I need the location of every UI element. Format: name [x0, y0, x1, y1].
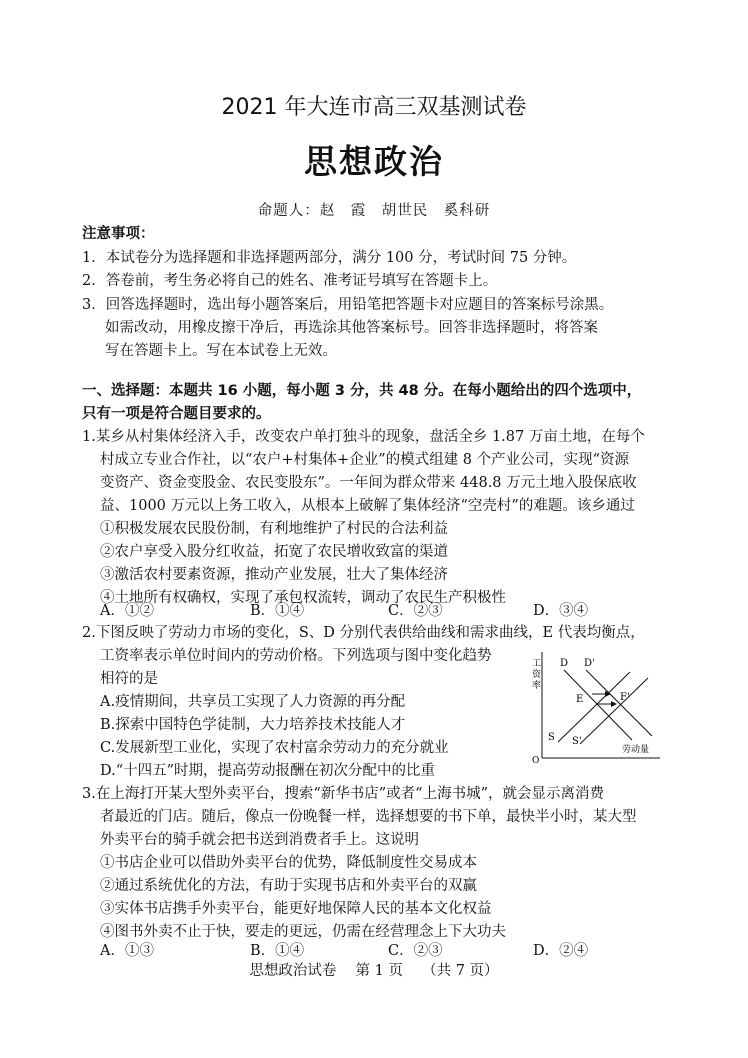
q1-statement: ③激活农村要素资源，推动产业发展，壮大了集体经济	[100, 567, 448, 583]
q3-stem: 3.在上海打开某大型外卖平台，搜索“新华书店”或者“上海书城”，就会显示离消费	[82, 786, 604, 802]
label-f-prime: F'	[620, 692, 630, 703]
x-axis-label: 劳动量	[622, 745, 650, 755]
subject-title: 思想政治	[304, 142, 444, 181]
q3-stem: 者最近的门店。随后，像点一份晚餐一样，选择想要的书下单，最快半小时，某大型	[100, 809, 637, 825]
y-axis-label-1: 工	[532, 659, 542, 669]
label-e: E	[576, 694, 584, 705]
q1-option-a: A．①②	[100, 603, 154, 619]
notice-item: 如需改动，用橡皮擦干净后，再选涂其他答案标号。回答非选择题时，将答案	[105, 320, 598, 336]
q1-option-d: D．③④	[533, 603, 589, 619]
q3-stem: 外卖平台的骑手就会把书送到消费者手上。这说明	[100, 832, 419, 848]
q2-stem: 工资率表示单位时间内的劳动价格。下列选项与图中变化趋势	[100, 648, 492, 664]
notice-item: 2．答卷前，考生务必将自己的姓名、准考证号填写在答题卡上。	[82, 273, 498, 289]
label-d-prime: D'	[584, 658, 595, 669]
q3-statement: ①书店企业可以借助外卖平台的优势，降低制度性交易成本	[100, 855, 477, 871]
y-axis-label-3: 率	[532, 681, 542, 691]
q3-statement: ③实体书店携手外卖平台，能更好地保障人民的基本文化权益	[100, 901, 492, 917]
exam-title: 2021 年大连市高三双基测试卷	[221, 95, 527, 120]
notice-item: 1．本试卷分为选择题和非选择题两部分，满分 100 分，考试时间 75 分钟。	[82, 250, 577, 266]
q2-option-d: D.“十四五”时期，提高劳动报酬在初次分配中的比重	[100, 763, 436, 779]
q2-option-b: B.探索中国特色学徒制，大力培养技术技能人才	[100, 717, 406, 733]
q1-statement: ①积极发展农民股份制，有利地维护了村民的合法利益	[100, 521, 448, 537]
q1-stem: 变资产、资金变股金、农民变股东”。一年间为群众带来 448.8 万元土地入股保底收	[100, 475, 637, 491]
q2-option-c: C.发展新型工业化，实现了农村富余劳动力的充分就业	[100, 740, 449, 756]
notice-item: 写在答题卡上。写在本试卷上无效。	[105, 343, 337, 359]
label-s-prime: S'	[572, 736, 582, 747]
q3-option-d: D．②④	[533, 943, 589, 959]
notice-item: 3．回答选择题时，选出每小题答案后，用铅笔把答题卡对应题目的答案标号涂黑。	[82, 297, 614, 313]
q1-statement: ④土地所有权确权，实现了承包权流转，调动了农民生产积极性	[100, 590, 506, 606]
q2-stem: 2.下图反映了劳动力市场的变化，S、D 分别代表供给曲线和需求曲线，E 代表均衡点，	[82, 625, 645, 641]
q1-option-c: C．②③	[388, 603, 443, 619]
q3-statement: ④图书外卖不止于快，要走的更远，仍需在经营理念上下大功夫	[100, 924, 506, 940]
q3-statement: ②通过系统优化的方法，有助于实现书店和外卖平台的双赢	[100, 878, 477, 894]
labor-market-figure	[520, 648, 665, 766]
q1-stem: 益、1000 万元以上务工收入，从根本上破解了集体经济“空壳村”的难题。该乡通过	[100, 498, 635, 514]
q3-option-a: A．①③	[100, 943, 154, 959]
section-heading: 一、选择题：本题共 16 小题，每小题 3 分，共 48 分。在每小题给出的四个选项中，	[82, 383, 642, 399]
origin-label: O	[532, 756, 540, 766]
q1-option-b: B．①④	[250, 603, 305, 619]
q1-stem: 1.某乡从村集体经济入手，改变农户单打独斗的现象，盘活全乡 1.87 万亩土地，在每个	[82, 429, 645, 445]
y-axis-label-2: 资	[532, 670, 542, 680]
notice-heading: 注意事项：	[82, 226, 155, 242]
q2-stem: 相符的是	[100, 671, 158, 687]
q1-statement: ②农户享受入股分红收益，拓宽了农民增收致富的渠道	[100, 544, 448, 560]
supply-curve-s	[558, 672, 630, 742]
q2-option-a: A.疫情期间，共享员工实现了人力资源的再分配	[100, 694, 406, 710]
label-s: S	[548, 732, 555, 743]
label-d: D	[560, 658, 569, 669]
section-heading: 只有一项是符合题目要求的。	[82, 406, 271, 422]
authors: 命题人：赵 霞 胡世民 奚科研	[257, 203, 491, 219]
q1-stem: 村成立专业合作社，以“农户+村集体+企业”的模式组建 8 个产业公司，实现“资源	[100, 452, 629, 468]
q3-option-c: C．②③	[388, 943, 443, 959]
page-footer: 思想政治试卷 第 1 页 （共 7 页）	[249, 963, 499, 979]
q3-option-b: B．①④	[250, 943, 305, 959]
